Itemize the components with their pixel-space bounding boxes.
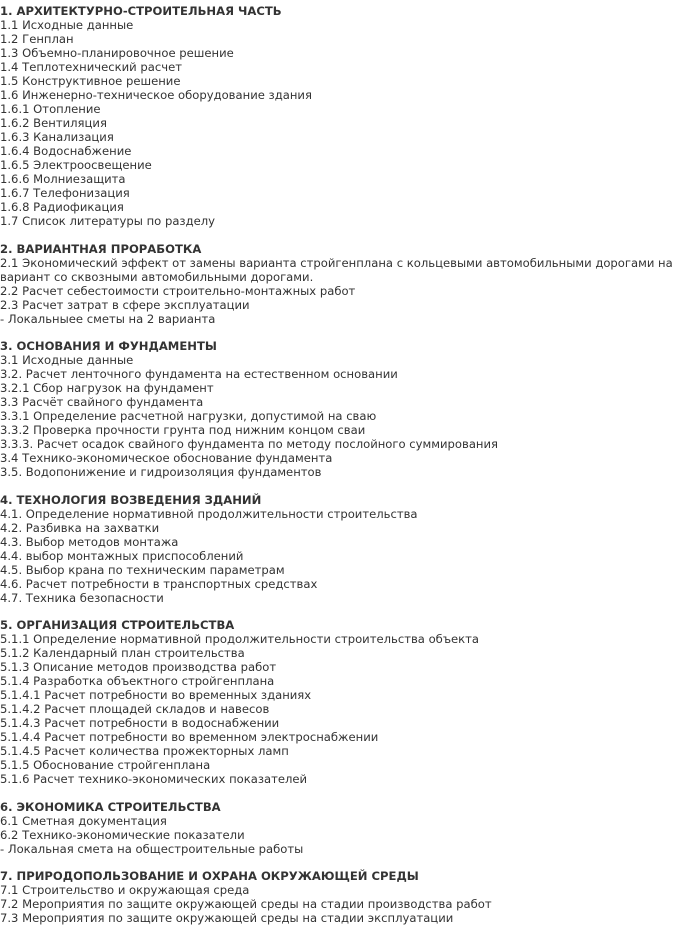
toc-item: 1.7 Список литературы по разделу: [0, 214, 216, 228]
toc-item: 2.1 Экономический эффект от замены варианта стройгенплана с кольцевыми автомобильными дорогами на вариант со сквозными автомобильными дорогами.: [0, 255, 673, 284]
toc-item: 3.1 Исходные данные: [0, 353, 134, 367]
toc-item: 4.5. Выбор крана по техническим параметрам: [0, 562, 285, 577]
toc-item: 3.3.1 Определение расчетной нагрузки, допустимой на сваю: [0, 409, 377, 423]
toc-section: [0, 339, 700, 479]
section-title: 2. ВАРИАНТНАЯ ПРОРАБОТКА: [0, 241, 202, 256]
toc-item: 1.6.7 Телефонизация: [0, 186, 130, 200]
toc-item: 5.1.5 Обоснование стройгенплана: [0, 758, 211, 772]
toc-item: 5.1.2 Календарный план строительства: [0, 646, 245, 660]
toc-section: [0, 493, 700, 605]
toc-item: 5.1.3 Описание методов производства работ: [0, 660, 277, 674]
toc-item: 4.2. Разбивка на захватки: [0, 520, 160, 535]
toc-item: 1.4 Теплотехнический расчет: [0, 60, 182, 74]
toc-item: 3.2.1 Сбор нагрузок на фундамент: [0, 381, 214, 395]
toc-item: 6.1 Сметная документация: [0, 813, 167, 828]
toc-item: 1.5 Конструктивное решение: [0, 74, 181, 88]
toc-item: 5.1.4.4 Расчет потребности во временном электроснабжении: [0, 730, 379, 744]
toc-item: 3.3.3. Расчет осадок свайного фундамента по методу послойного суммирования: [0, 437, 499, 451]
section-title: 5. ОРГАНИЗАЦИЯ СТРОИТЕЛЬСТВА: [0, 618, 235, 632]
toc-item: 3.3.2 Проверка прочности грунта под нижним концом сваи: [0, 423, 366, 437]
toc-item: 1.3 Объемно-планировочное решение: [0, 46, 234, 60]
toc-item: 1.6.8 Радиофикация: [0, 200, 124, 214]
toc-section: [0, 800, 700, 856]
toc-item: 3.4 Технико-экономическое обоснование фундамента: [0, 451, 333, 465]
toc-item: 7.2 Мероприятия по защите окружающей среды на стадии производства работ: [0, 897, 492, 911]
toc-item: 2.3 Расчет затрат в сфере эксплуатации: [0, 297, 250, 312]
toc-item: 3.2. Расчет ленточного фундамента на естественном основании: [0, 367, 398, 381]
toc-item: 1.6.3 Канализация: [0, 130, 114, 144]
toc-item: 5.1.4.3 Расчет потребности в водоснабжении: [0, 716, 280, 730]
toc-item: 1.6.2 Вентиляция: [0, 116, 107, 130]
toc-item: 4.4. выбор монтажных приспособлений: [0, 548, 244, 563]
toc-item: 7.1 Строительство и окружающая среда: [0, 883, 250, 897]
toc-item: 4.6. Расчет потребности в транспортных средствах: [0, 576, 318, 591]
toc-item: 5.1.4.1 Расчет потребности во временных зданиях: [0, 688, 312, 702]
toc-item: 1.6.6 Молниезащита: [0, 172, 126, 186]
toc-item: 4.1. Определение нормативной продолжительности строительства: [0, 506, 418, 521]
section-title: 3. ОСНОВАНИЯ И ФУНДАМЕНТЫ: [0, 339, 217, 353]
toc-item: - Локальная смета на общестроительные работы: [0, 841, 304, 856]
toc-item: 3.3 Расчёт свайного фундамента: [0, 395, 204, 409]
toc-item: 1.6.1 Отопление: [0, 102, 101, 116]
toc-item: 3.5. Водопонижение и гидроизоляция фундаментов: [0, 465, 322, 479]
toc-item: 5.1.4.5 Расчет количества прожекторных ламп: [0, 744, 289, 758]
toc-item: 7.3 Мероприятия по защите окружающей среды на стадии эксплуатации: [0, 911, 454, 925]
toc-item: 1.6.4 Водоснабжение: [0, 144, 132, 158]
toc-item: 5.1.4 Разработка объектного стройгенплана: [0, 674, 275, 688]
toc-item: 1.2 Генплан: [0, 32, 74, 46]
toc-item: 2.2 Расчет себестоимости строительно-монтажных работ: [0, 283, 356, 298]
toc-item: 5.1.1 Определение нормативной продолжительности строительства объекта: [0, 632, 480, 646]
toc-item: 4.7. Техника безопасности: [0, 590, 164, 605]
toc-section: [0, 4, 700, 228]
toc-item: 1.6.5 Электроосвещение: [0, 158, 152, 172]
toc-item: 1.1 Исходные данные: [0, 18, 134, 32]
toc-section: [0, 242, 700, 326]
toc-item: 6.2 Технико-экономические показатели: [0, 827, 245, 842]
toc-section: [0, 618, 700, 786]
toc-item: - Локальныее сметы на 2 варианта: [0, 311, 216, 326]
toc-item: 4.3. Выбор методов монтажа: [0, 534, 179, 549]
toc-item: 5.1.6 Расчет технико-экономических показателей: [0, 772, 308, 786]
toc-item: 5.1.4.2 Расчет площадей складов и навесов: [0, 702, 270, 716]
section-title: 4. ТЕХНОЛОГИЯ ВОЗВЕДЕНИЯ ЗДАНИЙ: [0, 492, 262, 507]
section-title: 6. ЭКОНОМИКА СТРОИТЕЛЬСТВА: [0, 799, 221, 814]
section-title: 1. АРХИТЕКТУРНО-СТРОИТЕЛЬНАЯ ЧАСТЬ: [0, 4, 282, 18]
toc-section: [0, 869, 700, 925]
toc-item: 1.6 Инженерно-техническое оборудование здания: [0, 88, 312, 102]
section-title: 7. ПРИРОДОПОЛЬЗОВАНИЕ И ОХРАНА ОКРУЖАЮЩЕЙ СРЕДЫ: [0, 869, 419, 883]
